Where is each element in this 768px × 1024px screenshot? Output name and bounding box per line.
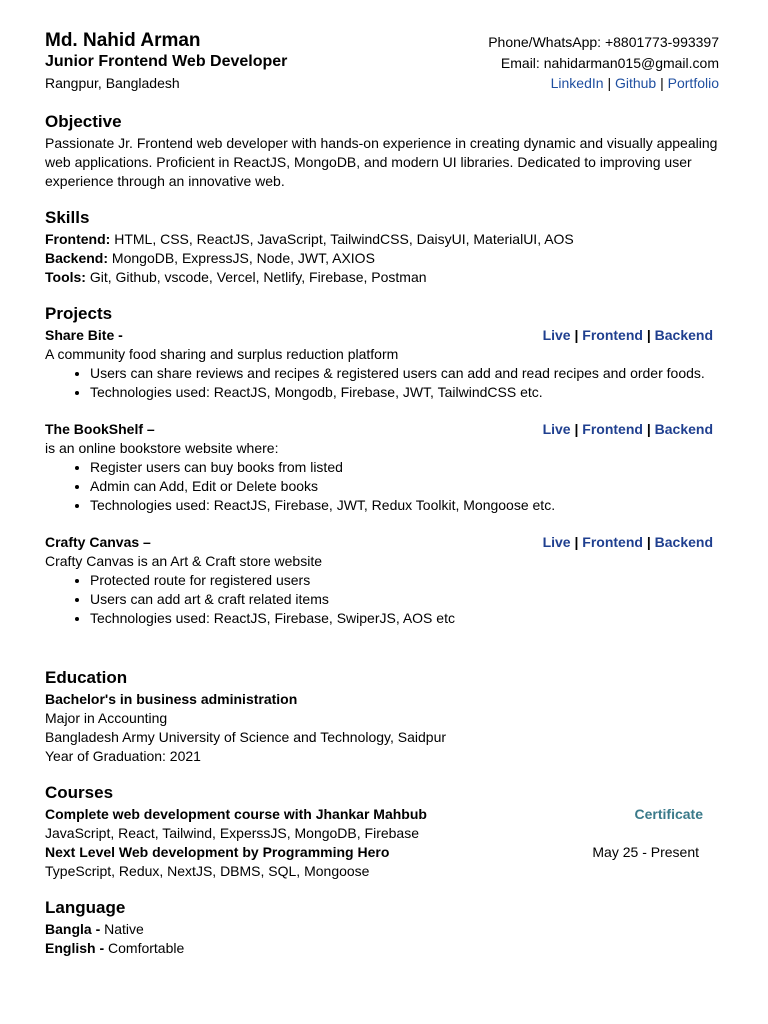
project-desc: is an online bookstore website where: bbox=[45, 440, 279, 456]
section-title: Projects bbox=[45, 304, 113, 323]
candidate-location: Rangpur, Bangladesh bbox=[45, 75, 180, 91]
candidate-role: Junior Frontend Web Developer bbox=[45, 53, 288, 70]
project-header bbox=[45, 533, 723, 552]
graduation-year: Year of Graduation: 2021 bbox=[45, 748, 201, 764]
language-row bbox=[45, 939, 723, 958]
major: Major in Accounting bbox=[45, 710, 168, 726]
certificate-link[interactable]: Certificate bbox=[634, 806, 703, 822]
course-name: Complete web development course with Jhankar Mahbub bbox=[45, 806, 427, 822]
list-item: • Admin can Add, Edit or Delete books bbox=[90, 477, 723, 496]
linkedin-link[interactable]: LinkedIn bbox=[550, 75, 604, 91]
objective-section bbox=[45, 112, 723, 191]
course-detail: TypeScript, Redux, NextJS, DBMS, SQL, Mongoose bbox=[45, 863, 370, 879]
project-links: Live | Frontend | Backend bbox=[542, 534, 713, 550]
frontend-link[interactable]: Frontend bbox=[582, 534, 643, 550]
email-text: Email: nahidarman015@gmail.com bbox=[500, 55, 719, 71]
project-name: Crafty Canvas – bbox=[45, 534, 151, 550]
language-row bbox=[45, 920, 723, 939]
project-desc: Crafty Canvas is an Art & Craft store website bbox=[45, 553, 322, 569]
phone-text: Phone/WhatsApp: +8801773-993397 bbox=[488, 34, 719, 50]
section-title: Language bbox=[45, 898, 126, 917]
list-item: • Protected route for registered users bbox=[90, 571, 723, 590]
project-links: Live | Frontend | Backend bbox=[542, 421, 713, 437]
list-item: • Technologies used: ReactJS, Firebase, JWT, Redux Toolkit, Mongoose etc. bbox=[90, 496, 723, 515]
language-level: Native bbox=[100, 921, 144, 937]
backend-link[interactable]: Backend bbox=[654, 327, 713, 343]
live-link[interactable]: Live bbox=[542, 534, 571, 550]
skill-label: Tools: bbox=[45, 269, 86, 285]
skill-value: Git, Github, vscode, Vercel, Netlify, Firebase, Postman bbox=[85, 269, 427, 285]
candidate-name: Md. Nahid Arman bbox=[45, 30, 201, 51]
list-item: • Users can add art & craft related items bbox=[90, 590, 723, 609]
section-title: Objective bbox=[45, 112, 122, 131]
project-name: Share Bite - bbox=[45, 327, 123, 343]
language-section bbox=[45, 898, 723, 958]
skill-row bbox=[45, 249, 723, 268]
skill-value: HTML, CSS, ReactJS, JavaScript, TailwindCSS, DaisyUI, MaterialUI, AOS bbox=[110, 231, 574, 247]
section-title: Skills bbox=[45, 208, 90, 227]
skill-label: Backend: bbox=[45, 250, 109, 266]
live-link[interactable]: Live bbox=[542, 421, 571, 437]
project-bullets bbox=[45, 458, 723, 515]
project-header bbox=[45, 420, 723, 439]
school: Bangladesh Army University of Science and Technology, Saidpur bbox=[45, 729, 447, 745]
project-bullets bbox=[45, 571, 723, 628]
language-level: Comfortable bbox=[104, 940, 185, 956]
frontend-link[interactable]: Frontend bbox=[582, 327, 643, 343]
list-item: • Users can share reviews and recipes & registered users can add and read recipes and order foods. bbox=[90, 364, 723, 383]
profile-links bbox=[551, 75, 719, 91]
skill-row bbox=[45, 230, 723, 249]
project-name: The BookShelf – bbox=[45, 421, 155, 437]
degree: Bachelor's in business administration bbox=[45, 691, 298, 707]
link-separator: | bbox=[607, 75, 612, 91]
live-link[interactable]: Live bbox=[542, 327, 571, 343]
course-name: Next Level Web development by Programming Hero bbox=[45, 844, 390, 860]
project-bullets bbox=[45, 364, 723, 402]
education-section bbox=[45, 668, 723, 766]
skills-section bbox=[45, 208, 723, 287]
project-header bbox=[45, 326, 723, 345]
courses-section bbox=[45, 783, 723, 881]
course-date: May 25 - Present bbox=[592, 844, 699, 860]
link-separator: | bbox=[660, 75, 664, 91]
github-link[interactable]: Github bbox=[614, 75, 657, 91]
list-item: • Technologies used: ReactJS, Mongodb, Firebase, JWT, TailwindCSS etc. bbox=[90, 383, 723, 402]
skill-label: Frontend: bbox=[45, 231, 111, 247]
language-label: English - bbox=[45, 940, 105, 956]
project-links: Live | Frontend | Backend bbox=[542, 327, 713, 343]
projects-section bbox=[45, 304, 723, 628]
project-desc: A community food sharing and surplus reduction platform bbox=[45, 346, 399, 362]
backend-link[interactable]: Backend bbox=[654, 534, 713, 550]
section-title: Courses bbox=[45, 783, 114, 802]
portfolio-link[interactable]: Portfolio bbox=[667, 75, 719, 91]
list-item: • Register users can buy books from listed bbox=[90, 458, 723, 477]
skill-value: MongoDB, ExpressJS, Node, JWT, AXIOS bbox=[108, 250, 375, 266]
course-header bbox=[45, 805, 723, 824]
backend-link[interactable]: Backend bbox=[654, 421, 713, 437]
section-title: Education bbox=[45, 668, 128, 687]
skill-row bbox=[45, 268, 723, 287]
course-header bbox=[45, 843, 723, 862]
language-label: Bangla - bbox=[45, 921, 101, 937]
list-item: • Technologies used: ReactJS, Firebase, SwiperJS, AOS etc bbox=[90, 609, 723, 628]
course-detail: JavaScript, React, Tailwind, ExperssJS, MongoDB, Firebase bbox=[45, 825, 420, 841]
objective-text: Passionate Jr. Frontend web developer with hands-on experience in creating dynamic and visually appealing web applications. Proficient in ReactJS, MongoDB, and modern UI libraries. Dedicated to improving user experience through an innovative web. bbox=[45, 135, 718, 189]
frontend-link[interactable]: Frontend bbox=[582, 421, 643, 437]
